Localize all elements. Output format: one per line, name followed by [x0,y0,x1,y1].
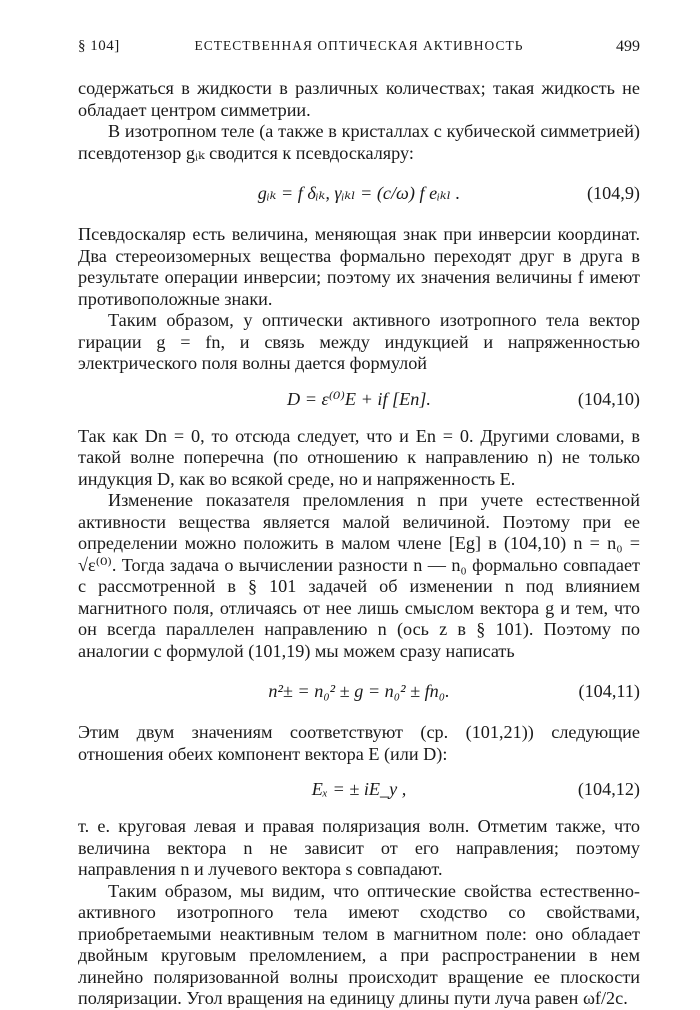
paragraph: Этим двум значениям соответствуют (ср. (101,21)) следующие отношения обеих компонент вектора E (или D): [78,722,640,764]
paragraph: Псевдоскаляр есть величина, меняющая знак при инверсии координат. Два стереоизомерных вещества формально переходят друг в друга в результате операции инверсии; поэтому их значения величины f имеют противоположные знаки. [78,224,640,309]
equation-number: (104,10) [577,388,640,409]
equation-number: (104,12) [577,779,640,799]
paragraph: В изотропном теле (а также в кристаллах с кубической симметрией) псевдотензор gᵢₖ сводится к псевдоскаляру: [78,121,640,163]
equation-formula: gᵢₖ = f δᵢₖ, γᵢₖₗ = (c/ω) f eᵢₖₗ . [257,183,461,203]
equation-formula: Eₓ = ± iE_y , [311,779,407,799]
equation-104-12 [78,776,640,803]
equation-number: (104,9) [586,183,640,203]
section-ref: § 104] [78,38,120,54]
equation-104-10 [78,386,640,413]
equation-number: (104,11) [578,681,640,701]
page-body [78,78,640,1010]
paragraph: Так как Dn = 0, то отсюда следует, что и En = 0. Другими словами, в такой волне поперечна (по отношению к направлению n) не только индукция D, как во всякой среде, но и напряженность E. [78,425,640,489]
paragraph: Таким образом, у оптически активного изотропного тела вектор гирации g = fn, и связь между индукцией и напряженностью электрического поля волны дается формулой [78,310,640,373]
equation-104-9 [78,175,640,211]
running-title: ЕСТЕСТВЕННАЯ ОПТИЧЕСКАЯ АКТИВНОСТЬ [194,38,524,53]
equation-formula: n²± = n₀² ± g = n₀² ± fn₀. [268,681,450,701]
paragraph: Изменение показателя преломления n при учете естественной активности вещества является малой величиной. Поэтому при ее определении можно положить в малом члене [Eg] в (104,10) n = n₀ = √ε⁽⁰⁾. Тогда задача о вычислении разности n — n₀ формально совпадает с рассмотренной в § 101 задачей об изменении n под влиянием магнитного поля, отличаясь от нее лишь смыслом вектора g и тем, что он всегда параллелен направлению n (ось z в § 101). Поэтому по аналогии с формулой (101,19) мы можем сразу написать [78,490,640,661]
equation-104-11 [78,673,640,709]
page-header [78,38,640,60]
paragraph: т. е. круговая левая и правая поляризация волн. Отметим также, что величина вектора n не зависит от его направления; поэтому направления n и лучевого вектора s совпадают. [78,816,640,879]
page-number: 499 [616,38,640,55]
equation-formula: D = ε⁽⁰⁾E + if [En]. [287,388,431,409]
paragraph: Таким образом, мы видим, что оптические свойства естественно-активного изотропного тела имеют сходство со свойствами, приобретаемыми неактивным телом в магнитном поле: оно обладает двойным круговым преломлением, а при распространении в нем линейно поляризованной волны происходит вращение ее плоскости поляризации. Угол вращения на единицу длины пути луча равен ωf/2c. [78,880,640,1008]
paragraph: содержаться в жидкости в различных количествах; такая жидкость не обладает центром симметрии. [78,78,640,120]
